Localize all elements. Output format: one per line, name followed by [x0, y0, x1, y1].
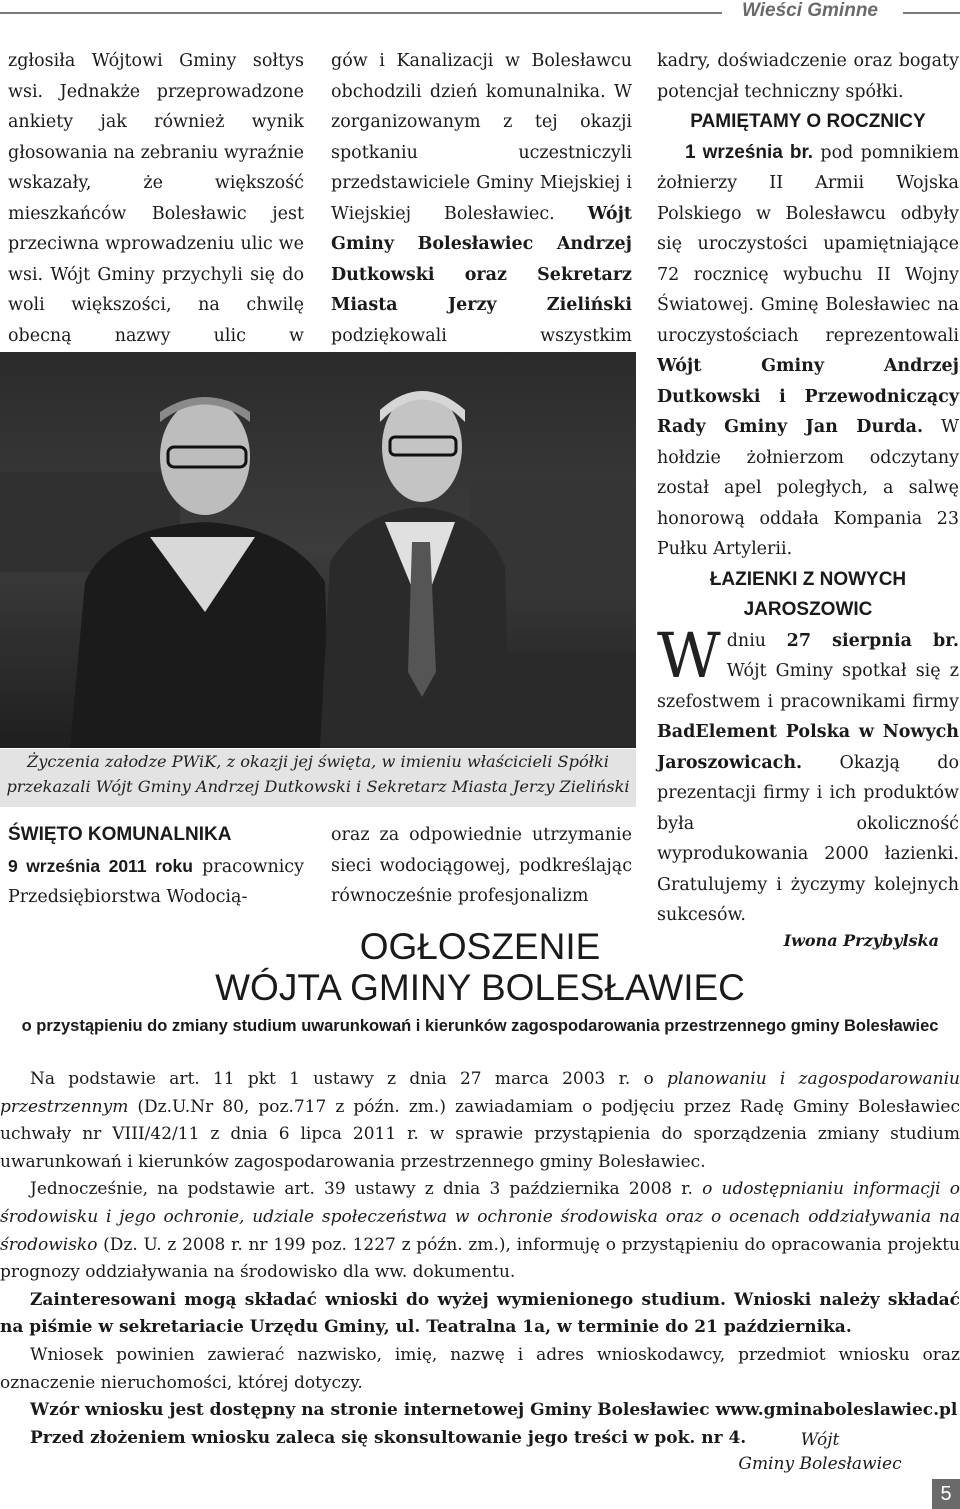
- section-heading-lazienki: ŁAZIENKI Z NOWYCH JAROSZOWIC: [709, 568, 907, 620]
- bold-text: BadElement Polska w Nowych Jaroszowicach.: [657, 722, 959, 773]
- article-text: kadry, doświadczenie oraz bogaty potencjał techniczny spółki.: [657, 51, 959, 102]
- announcement-body: [0, 1066, 960, 1452]
- column-2-bottom: [331, 820, 632, 912]
- article-text: 9 września 2011 roku pracownicy Przedsiębiorstwa Wodocią-: [8, 855, 304, 907]
- announcement-title: OGŁOSZENIE: [359, 926, 601, 967]
- photo-illustration: [0, 352, 636, 748]
- bold-text: 27 sierpnia br.: [786, 630, 959, 651]
- article-text: gów i Kanalizacji w Bolesławcu obchodzili dzień komunalnika. W zorganizowanym z tej okazji spotkaniu uczestniczyli przedstawiciele Gminy Miejskiej i Wiejskiej Bolesławiec. Wójt Gminy Bolesławiec Andrzej Dutkowski oraz Sekretarz Miasta Jerzy Zieliński podziękowali wszystkim: [331, 51, 632, 346]
- announcement-paragraph-bold: Przed złożeniem wniosku zaleca się skonsultowanie jego treści w pok. nr 4.: [30, 1427, 747, 1448]
- article-text: Wdniu 27 sierpnia br. Wójt Gminy spotkał się z szefostwem i pracownikami firmy BadElement Polska w Nowych Jaroszowicach. Okazją do prezentacji firmy i ich produktów była okoliczność wyprodukowania 2000 łazienki. Gratulujemy i życzymy kolejnych sukcesów.: [657, 618, 959, 925]
- drop-cap: W: [657, 618, 721, 692]
- article-text: zgłosiła Wójtowi Gminy sołtys wsi. Jednakże przeprowadzone ankiety jak również wynik głosowania na zebraniu wyraźnie wskazały, że większość mieszkańców Bolesławic jest przeciwna wprowadzeniu ulic we wsi. Wójt Gminy przychyli się do woli większości, na chwilę obecną nazwy ulic w: [8, 46, 304, 412]
- article-text: 1 września br. pod pomnikiem żołnierzy II Armii Wojska Polskiego w Bolesławcu odbyły się uroczystości upamiętniające 72 rocznicę wybuchu II Wojny Światowej. Gminę Bolesławiec na uroczystościach reprezentowali Wójt Gminy Andrzej Dutkowski i Przewodniczący Rady Gminy Jan Durda. W hołdzie żołnierzom odczytany został apel poległych, a salwę honorową oddała Kompania 23 Pułku Artylerii.: [657, 141, 959, 559]
- column-3: [657, 46, 959, 951]
- author: Iwona Przybylska: [783, 930, 939, 950]
- article-photo: [0, 352, 636, 748]
- announcement-subtitle: o przystąpieniu do zmiany studium uwarunkowań i kierunków zagospodarowania przestrzennego gminy Bolesławiec: [21, 1017, 939, 1035]
- bold-text: Wójt Gminy Bolesławiec Andrzej Dutkowski oraz Sekretarz Miasta Jerzy Zieliński: [331, 203, 632, 315]
- header-rule-left: [0, 12, 722, 14]
- section-heading-komunalnik: ŚWIĘTO KOMUNALNIKA: [8, 824, 232, 845]
- section-heading-rocznica: PAMIĘTAMY O ROCZNICY: [690, 111, 926, 132]
- announcement-title-2: WÓJTA GMINY BOLESŁAWIEC: [215, 967, 745, 1008]
- announcement-paragraph-bold: Wzór wniosku jest dostępny na stronie internetowej Gminy Bolesławiec www.gminaboleslawiec.pl: [30, 1400, 958, 1421]
- announcement-paragraph-bold: Zainteresowani mogą składać wnioski do wyżej wymienionego studium. Wnioski należy składać na piśmie w sekretariacie Urzędu Gminy, ul. Teatralna 1a, w terminie do 21 października.: [0, 1289, 960, 1338]
- header-rule-right: [903, 12, 960, 14]
- page-number: 5: [932, 1479, 960, 1509]
- photo-caption: Życzenia załodze PWiK, z okazji jej święta, w imieniu właścicieli Spółki przekazali Wójt Gminy Andrzej Dutkowski i Sekretarz Miasta Jerzy Zieliński: [0, 749, 636, 807]
- column-1-bottom: [8, 820, 304, 913]
- bold-text: Wójt Gminy Andrzej Dutkowski i Przewodniczący Rady Gminy Jan Durda.: [657, 356, 959, 437]
- bold-date: 9 września 2011 roku: [8, 855, 193, 876]
- signature-title: Wójt: [800, 1430, 840, 1450]
- header-title: Wieści Gminne: [741, 0, 878, 21]
- signature-name: Gminy Bolesławiec: [738, 1454, 902, 1474]
- article-text: oraz za odpowiednie utrzymanie sieci wodociągowej, podkreślając równocześnie profesjonalizm: [331, 825, 632, 906]
- announcement-paragraph: Na podstawie art. 11 pkt 1 ustawy z dnia 27 marca 2003 r. o planowaniu i zagospodarowaniu przestrzennym (Dz.U.Nr 80, poz.717 z późn. zm.) zawiadamiam o podjęciu przez Radę Gminy Bolesławiec uchwały nr VIII/42/11 z dnia 6 lipca 2011 r. w sprawie przystąpienia do sporządzenia zmiany studium uwarunkowań i kierunków zagospodarowania przestrzennego gminy Bolesławiec.: [0, 1069, 960, 1172]
- bold-date: 1 września br.: [685, 141, 814, 163]
- announcement-paragraph: Wniosek powinien zawierać nazwisko, imię, nazwę i adres wnioskodawcy, przedmiot wniosku oraz oznaczenie nieruchomości, której dotyczy.: [0, 1344, 960, 1393]
- announcement-paragraph: Jednocześnie, na podstawie art. 39 ustawy z dnia 3 października 2008 r. o udostępnianiu informacji o środowisku i jego ochronie, udziale społeczeństwa w ochronie środowiska oraz o ocenach oddziaływania na środowisko (Dz. U. z 2008 r. nr 199 poz. 1227 z późn. zm.), informuję o przystąpieniu do opracowania projektu prognozy oddziaływania na środowisko dla ww. dokumentu.: [0, 1179, 960, 1283]
